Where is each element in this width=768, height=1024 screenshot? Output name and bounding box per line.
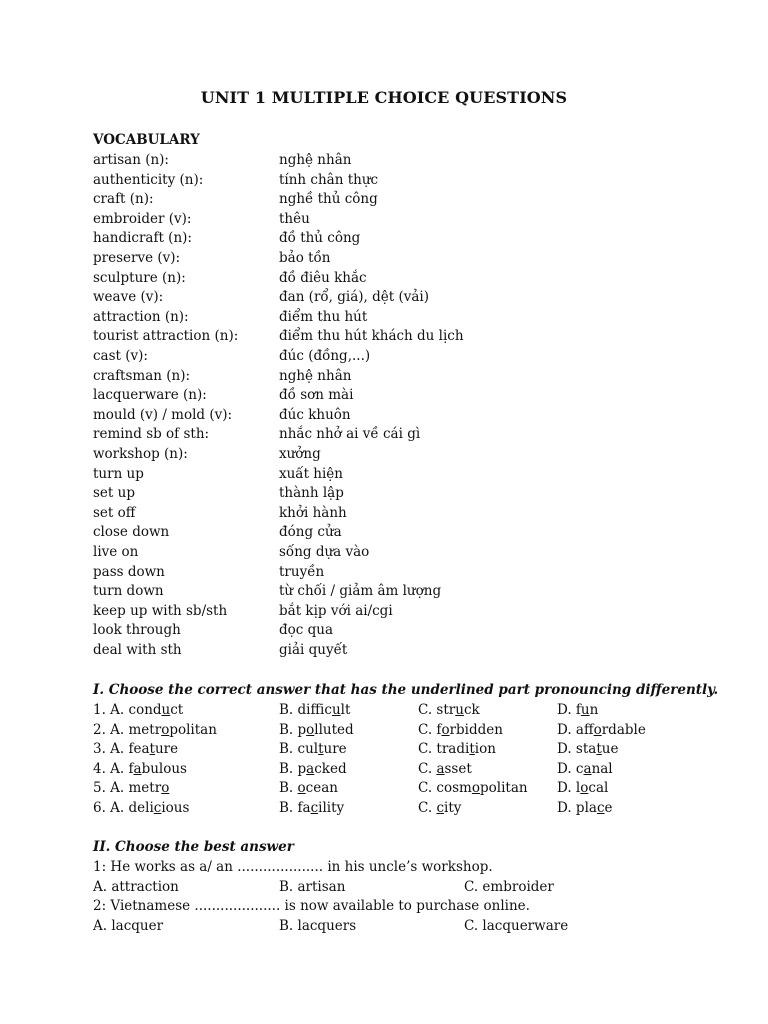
vocab-meaning: khởi hành bbox=[279, 504, 347, 521]
answer-option: B. artisan bbox=[279, 878, 346, 895]
answer-option: B. culture bbox=[279, 741, 347, 758]
vocab-term: weave (v): bbox=[93, 289, 164, 306]
vocab-term: set off bbox=[93, 504, 136, 521]
answer-option: 1. A. conduct bbox=[93, 702, 184, 718]
vocab-meaning: nghệ nhân bbox=[279, 367, 352, 384]
underlined-letter: c bbox=[436, 800, 444, 816]
underlined-letter: o bbox=[441, 721, 450, 738]
answer-option: B. ocean bbox=[279, 780, 338, 797]
answer-option: C. asset bbox=[418, 760, 472, 777]
vocab-meaning: tính chân thực bbox=[279, 171, 379, 188]
page-title: UNIT 1 MULTIPLE CHOICE QUESTIONS bbox=[200, 88, 568, 107]
vocab-meaning: nhắc nhở ai về cái gì bbox=[279, 426, 421, 443]
underlined-letter: c bbox=[153, 800, 162, 816]
vocab-meaning: xuất hiện bbox=[279, 465, 343, 482]
vocab-meaning: thêu bbox=[279, 210, 310, 227]
answer-option: 2. A. metropolitan bbox=[93, 721, 217, 738]
vocab-meaning: nghề thủ công bbox=[279, 191, 378, 208]
vocab-term: preserve (v): bbox=[93, 250, 181, 266]
vocab-meaning: đan (rổ, giá), dệt (vải) bbox=[279, 289, 429, 306]
vocab-term: live on bbox=[93, 544, 139, 560]
underlined-letter: o bbox=[161, 780, 170, 797]
answer-option: A. lacquer bbox=[93, 917, 164, 934]
underlined-letter: o bbox=[297, 780, 306, 797]
vocab-meaning: đúc khuôn bbox=[279, 406, 351, 423]
underlined-letter: a bbox=[436, 760, 445, 777]
answer-option: 4. A. fabulous bbox=[93, 760, 187, 777]
underlined-letter: u bbox=[455, 702, 464, 718]
vocab-meaning: điểm thu hút khách du lịch bbox=[279, 328, 464, 345]
underlined-letter: o bbox=[161, 721, 170, 738]
vocab-term: attraction (n): bbox=[93, 308, 189, 325]
answer-option: 6. A. delicious bbox=[93, 800, 190, 816]
answer-option: 5. A. metro bbox=[93, 780, 170, 797]
question-stem: 1: He works as a/ an .................... in his uncle’s workshop. bbox=[93, 859, 493, 875]
answer-option: C. cosmopolitan bbox=[418, 780, 528, 797]
vocab-meaning: đọc qua bbox=[279, 622, 334, 639]
answer-option: C. forbidden bbox=[418, 721, 503, 738]
answer-option: D. place bbox=[557, 800, 613, 816]
vocab-meaning: đúc (đồng,...) bbox=[279, 348, 371, 364]
underlined-letter: u bbox=[331, 702, 341, 718]
vocab-term: keep up with sb/sth bbox=[93, 602, 228, 619]
vocab-term: embroider (v): bbox=[93, 210, 192, 227]
answer-option: B. lacquers bbox=[279, 917, 357, 934]
answer-option: D. local bbox=[557, 780, 609, 797]
underlined-letter: o bbox=[593, 721, 602, 738]
vocab-meaning: thành lập bbox=[279, 485, 344, 502]
vocab-meaning: đồ thủ công bbox=[279, 230, 361, 247]
underlined-letter: u bbox=[580, 702, 590, 718]
vocab-term: sculpture (n): bbox=[93, 269, 186, 286]
vocab-meaning: điểm thu hút bbox=[279, 308, 368, 325]
vocab-term: turn up bbox=[93, 465, 144, 482]
vocab-meaning: đóng cửa bbox=[279, 524, 342, 541]
underlined-letter: a bbox=[133, 760, 142, 777]
vocab-meaning: sống dựa vào bbox=[279, 544, 370, 560]
answer-option: C. struck bbox=[418, 702, 480, 718]
answer-option: C. tradition bbox=[418, 741, 496, 758]
answer-option: D. statue bbox=[557, 741, 619, 758]
underlined-letter: a bbox=[306, 760, 315, 777]
vocab-meaning: bắt kịp với ai/cgi bbox=[279, 602, 393, 619]
vocab-term: deal with sth bbox=[93, 642, 182, 658]
vocab-term: turn down bbox=[93, 583, 164, 600]
underlined-letter: o bbox=[306, 721, 315, 738]
vocab-term: artisan (n): bbox=[93, 152, 169, 168]
question-stem: 2: Vietnamese .................... is now available to purchase online. bbox=[93, 898, 530, 915]
answer-option: A. attraction bbox=[93, 878, 179, 895]
answer-option: C. lacquerware bbox=[464, 917, 569, 934]
vocab-term: craftsman (n): bbox=[93, 367, 191, 384]
underlined-letter: t bbox=[596, 741, 602, 758]
underlined-letter: t bbox=[149, 741, 155, 758]
underlined-letter: a bbox=[583, 760, 592, 777]
underlined-letter: t bbox=[469, 741, 475, 758]
vocab-meaning: giải quyết bbox=[279, 642, 348, 658]
vocab-term: remind sb of sth: bbox=[93, 426, 210, 443]
answer-option: B. facility bbox=[279, 800, 345, 816]
vocab-term: look through bbox=[93, 622, 181, 639]
underlined-letter: c bbox=[596, 800, 605, 816]
underlined-letter: o bbox=[471, 780, 480, 797]
vocab-meaning: nghệ nhân bbox=[279, 152, 352, 168]
answer-option: B. packed bbox=[279, 760, 347, 777]
vocab-meaning: bảo tồn bbox=[279, 250, 331, 266]
answer-option: D. canal bbox=[557, 760, 613, 777]
section1-heading: I. Choose the correct answer that has the underlined part pronouncing differently. bbox=[93, 682, 719, 698]
vocab-meaning: truyền bbox=[279, 563, 325, 580]
answer-option: C. city bbox=[418, 800, 462, 816]
vocab-term: craft (n): bbox=[93, 191, 154, 208]
vocab-meaning: xưởng bbox=[279, 446, 321, 462]
vocab-meaning: đồ sơn mài bbox=[279, 387, 354, 404]
vocab-term: set up bbox=[93, 485, 135, 502]
section2-heading: II. Choose the best answer bbox=[93, 839, 294, 855]
answer-option: D. affordable bbox=[557, 721, 646, 738]
vocab-term: close down bbox=[93, 524, 170, 541]
answer-option: B. polluted bbox=[279, 721, 354, 738]
vocab-term: handicraft (n): bbox=[93, 230, 192, 247]
answer-option: D. fun bbox=[557, 702, 599, 718]
vocabulary-heading: VOCABULARY bbox=[93, 132, 200, 148]
vocab-term: mould (v) / mold (v): bbox=[93, 406, 233, 423]
underlined-letter: o bbox=[580, 780, 589, 797]
vocab-term: pass down bbox=[93, 563, 165, 580]
underlined-letter: t bbox=[318, 741, 324, 758]
vocab-meaning: đồ điêu khắc bbox=[279, 269, 367, 286]
answer-option: C. embroider bbox=[464, 878, 554, 895]
underlined-letter: c bbox=[310, 800, 319, 816]
underlined-letter: u bbox=[161, 702, 171, 718]
vocab-term: workshop (n): bbox=[93, 446, 188, 462]
vocab-term: authenticity (n): bbox=[93, 171, 204, 188]
answer-option: 3. A. feature bbox=[93, 741, 179, 758]
vocab-term: cast (v): bbox=[93, 348, 148, 364]
vocab-term: lacquerware (n): bbox=[93, 387, 207, 404]
answer-option: B. difficult bbox=[279, 702, 351, 718]
vocab-term: tourist attraction (n): bbox=[93, 328, 239, 345]
vocab-meaning: từ chối / giảm âm lượng bbox=[279, 583, 442, 600]
